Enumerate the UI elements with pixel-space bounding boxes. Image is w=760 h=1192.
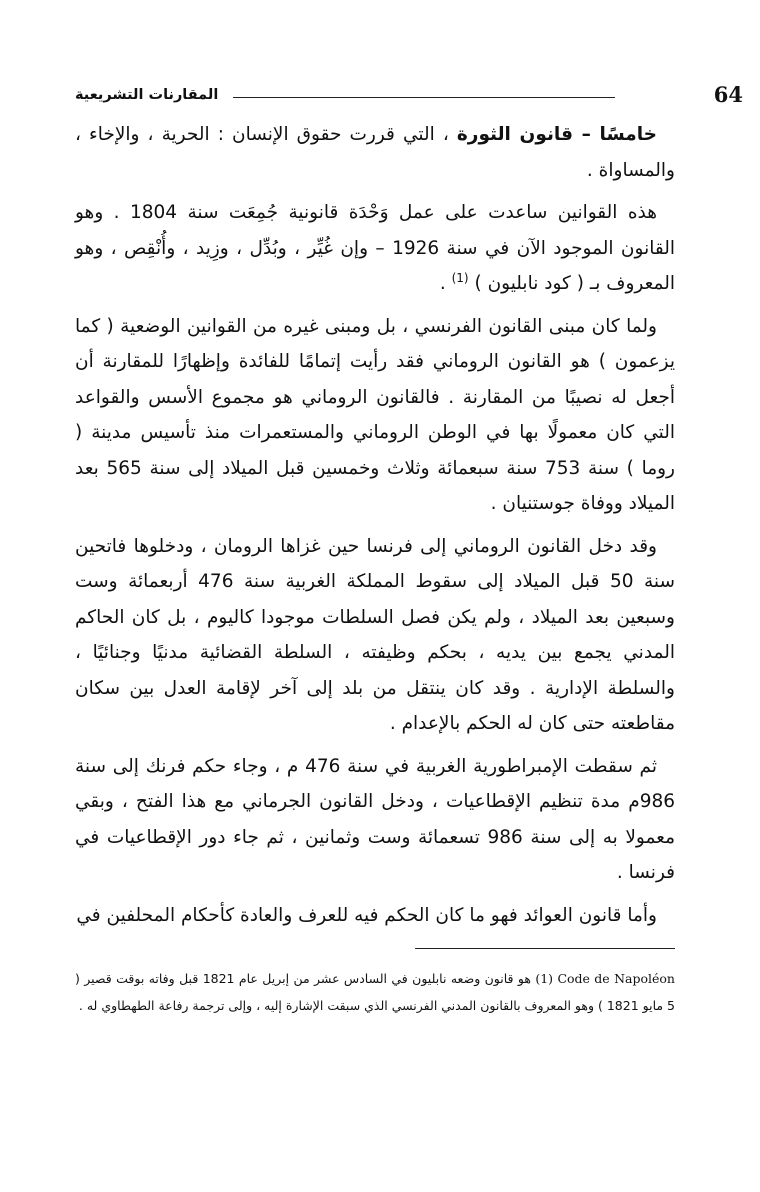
paragraph-4: [75, 529, 675, 742]
paragraph-5: [75, 749, 675, 891]
paragraph-text: ، التي قررت حقوق الإنسان : الحرية ، والإخاء ، والمساواة .: [75, 124, 675, 181]
paragraph-text: وأما قانون العوائد فهو ما كان الحكم فيه للعرف والعادة كأحكام المحلفين في: [76, 904, 657, 926]
section-heading: خامسًا – قانون الثورة: [456, 124, 658, 145]
paragraph-6: [75, 898, 675, 934]
footnote-term: Code de Napoléon: [557, 971, 675, 986]
footnote-1: [75, 965, 675, 1019]
paragraph-text: وقد دخل القانون الروماني إلى فرنسا حين غزاها الرومان ، ودخلوها فاتحين سنة 50 قبل الميلاد إلى سقوط المملكة الغربية سنة 476 أربعمائة وست وسبعين بعد الميلاد ، ولم يكن فصل السلطات موجودا كاليوم ، بل كان الحاكم المدني يجمع بين يديه ، بحكم وظيفته ، السلطة القضائية مدنيًا وجنائيًا ، والسلطة الإدارية . وقد كان ينتقل من بلد إلى آخر لإقامة العدل بين سكان مقاطعته حتى كان له الحكم بالإعدام .: [75, 535, 675, 734]
paragraph-tail: .: [439, 273, 452, 294]
paragraph-text: ولما كان مبنى القانون الفرنسي ، بل ومبنى غيره من القوانين الوضعية ( كما يزعمون ) هو القانون الروماني فقد رأيت إتمامًا للفائدة وإظهارًا للمقارنة أن أجعل له نصيبًا من المقارنة . فالقانون الروماني هو مجموع الأسس والقواعد التي كان معمولًا بها في الوطن الروماني والمستعمرات منذ تأسيس مدينة ( روما ) سنة 753 سنة سبعمائة وثلاث وخمسين قبل الميلاد إلى سنة 565 بعد الميلاد ووفاة جوستنيان .: [75, 315, 675, 514]
body-text: [75, 117, 675, 940]
footnote-reference[interactable]: (1): [451, 270, 469, 285]
paragraph-text: ثم سقطت الإمبراطورية الغربية في سنة 476 م ، وجاء حكم فرنك إلى سنة 986م مدة تنظيم الإقطاعيات ، ودخل القانون الجرماني مع هذا الفتح ، وبقي معمولا به إلى سنة 986 تسعمائة وست وثمانين ، ثم جاء دور الإقطاعيات في فرنسا .: [75, 755, 675, 883]
footnote-rule: [415, 948, 675, 949]
header-rule: [233, 97, 615, 98]
footnotes: [75, 965, 675, 1019]
footnote-text: هو قانون وضعه نابليون في السادس عشر من إبريل عام 1821 قبل وفاته بوقت قصير ( 5 مايو 1821 ) وهو المعروف بالقانون المدني الفرنسي الذي سبقت الإشارة إليه ، وإلى ترجمة رفاعة الطهطاوي له .: [75, 971, 675, 1013]
paragraph-2: [75, 195, 675, 302]
page-number: 64: [713, 82, 743, 107]
footnote-latin-term: [535, 971, 675, 986]
footnote-number: (1): [535, 971, 554, 986]
running-title: المقارنات التشريعية: [75, 87, 219, 103]
paragraph-text: هذه القوانين ساعدت على عمل وَحْدَة قانونية جُمِعَت سنة 1804 . وهو القانون الموجود الآن في سنة 1926 – وإن غُيِّر ، وبُدِّل ، وزِيد ، وأُنْقِص ، وهو المعروف بـ ( كود نابليون ): [75, 202, 675, 294]
paragraph-1: [75, 117, 675, 188]
paragraph-3: [75, 309, 675, 522]
page-header: [75, 80, 743, 114]
